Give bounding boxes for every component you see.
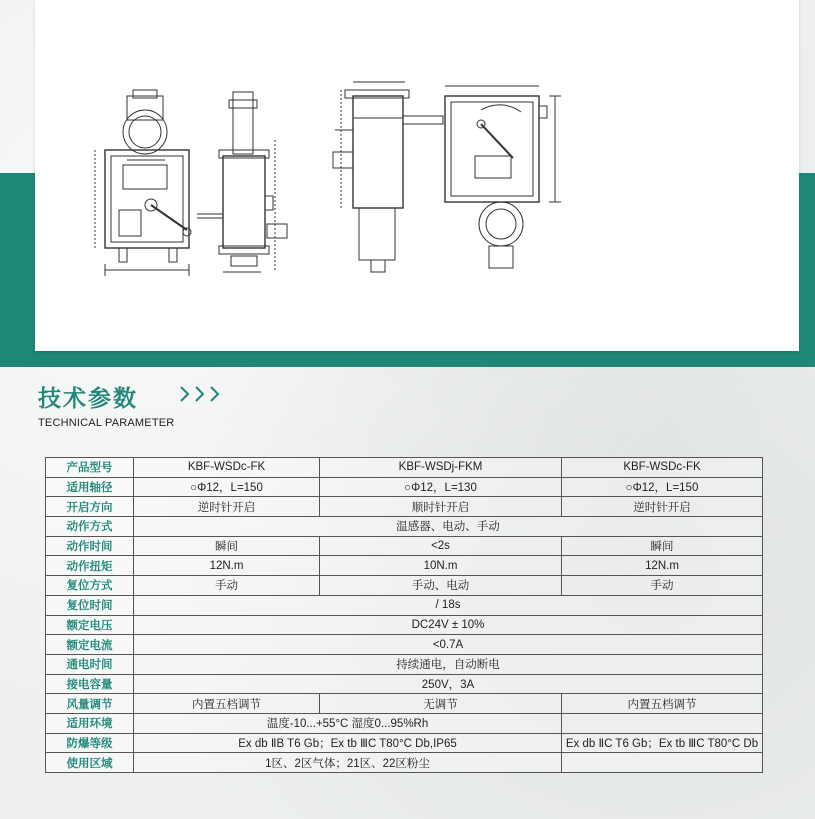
table-cell: KBF-WSDj-FKM bbox=[320, 458, 562, 478]
table-cell: Ex db ⅡC T6 Gb；Ex tb ⅢC T80°C Db bbox=[562, 733, 763, 753]
table-cell: 12N.m bbox=[134, 556, 320, 576]
table-cell: 逆时针开启 bbox=[134, 497, 320, 517]
section-title: 技术参数 bbox=[38, 386, 138, 412]
front-view-drawing bbox=[95, 90, 191, 276]
technical-drawing-panel bbox=[35, 0, 799, 351]
table-row bbox=[46, 595, 763, 615]
table-row bbox=[46, 674, 763, 694]
row-label: 开启方向 bbox=[46, 497, 134, 517]
table-row bbox=[46, 556, 763, 576]
table-cell: 10N.m bbox=[320, 556, 562, 576]
chevrons-right-icon bbox=[178, 384, 224, 404]
row-label: 风量调节 bbox=[46, 694, 134, 714]
section-subtitle: TECHNICAL PARAMETER bbox=[38, 417, 175, 429]
table-cell: / 18s bbox=[134, 595, 763, 615]
row-label: 产品型号 bbox=[46, 458, 134, 478]
row-label: 使用区域 bbox=[46, 753, 134, 773]
table-row bbox=[46, 458, 763, 478]
section-view-drawing bbox=[333, 82, 443, 272]
row-label: 动作方式 bbox=[46, 517, 134, 537]
table-cell: ○Φ12，L=130 bbox=[320, 477, 562, 497]
table-cell: 250V，3A bbox=[134, 674, 763, 694]
table-cell bbox=[562, 753, 763, 773]
technical-parameter-table bbox=[45, 457, 763, 773]
table-row bbox=[46, 517, 763, 537]
table-row bbox=[46, 713, 763, 733]
table-row bbox=[46, 477, 763, 497]
table-row bbox=[46, 654, 763, 674]
table-row bbox=[46, 635, 763, 655]
table-cell: 12N.m bbox=[562, 556, 763, 576]
table-row bbox=[46, 753, 763, 773]
row-label: 通电时间 bbox=[46, 654, 134, 674]
row-label: 防爆等级 bbox=[46, 733, 134, 753]
table-cell bbox=[562, 713, 763, 733]
table-cell: 手动、电动 bbox=[320, 576, 562, 596]
row-label: 额定电流 bbox=[46, 635, 134, 655]
row-label: 适用环境 bbox=[46, 713, 134, 733]
row-label: 动作扭矩 bbox=[46, 556, 134, 576]
table-cell: 1区、2区气体；21区、22区粉尘 bbox=[134, 753, 562, 773]
table-cell: 温度-10...+55°C 湿度0...95%Rh bbox=[134, 713, 562, 733]
row-label: 复位时间 bbox=[46, 595, 134, 615]
table-cell: ○Φ12，L=150 bbox=[134, 477, 320, 497]
table-cell: 无调节 bbox=[320, 694, 562, 714]
table-cell: DC24V ± 10% bbox=[134, 615, 763, 635]
row-label: 额定电压 bbox=[46, 615, 134, 635]
table-cell: 瞬间 bbox=[134, 536, 320, 556]
row-label: 适用轴径 bbox=[46, 477, 134, 497]
table-row bbox=[46, 497, 763, 517]
table-cell: KBF-WSDc-FK bbox=[562, 458, 763, 478]
section-heading bbox=[38, 380, 174, 429]
table-cell: 内置五档调节 bbox=[134, 694, 320, 714]
row-label: 复位方式 bbox=[46, 576, 134, 596]
table-cell: 温感器、电动、手动 bbox=[134, 517, 763, 537]
side-view-drawing bbox=[197, 92, 287, 272]
table-cell: 手动 bbox=[562, 576, 763, 596]
table-row bbox=[46, 615, 763, 635]
table-cell: Ex db ⅡB T6 Gb；Ex tb ⅢC T80°C Db,IP65 bbox=[134, 733, 562, 753]
row-label: 动作时间 bbox=[46, 536, 134, 556]
table-cell: 持续通电，自动断电 bbox=[134, 654, 763, 674]
table-cell: 逆时针开启 bbox=[562, 497, 763, 517]
table-cell: 瞬间 bbox=[562, 536, 763, 556]
table-row bbox=[46, 576, 763, 596]
table-cell: ○Φ12，L=150 bbox=[562, 477, 763, 497]
table-row bbox=[46, 694, 763, 714]
table-cell: KBF-WSDc-FK bbox=[134, 458, 320, 478]
table-cell: 内置五档调节 bbox=[562, 694, 763, 714]
table-cell: <2s bbox=[320, 536, 562, 556]
table-cell: <0.7A bbox=[134, 635, 763, 655]
technical-drawing-icon bbox=[35, 0, 799, 351]
table-cell: 顺时针开启 bbox=[320, 497, 562, 517]
row-label: 接电容量 bbox=[46, 674, 134, 694]
rear-view-drawing bbox=[445, 86, 561, 268]
table-row bbox=[46, 536, 763, 556]
table-cell: 手动 bbox=[134, 576, 320, 596]
table-row bbox=[46, 733, 763, 753]
